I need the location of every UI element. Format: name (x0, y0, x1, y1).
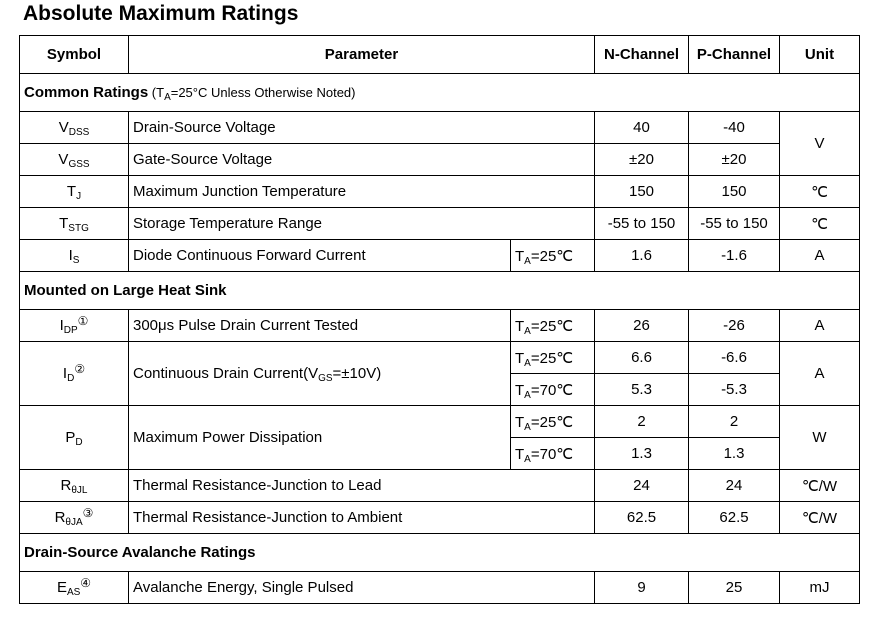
table-row (20, 144, 860, 176)
p-channel-value: -6.6 (689, 342, 780, 374)
table-row (20, 310, 860, 342)
table-row (20, 208, 860, 240)
unit-cell: ℃/W (780, 502, 860, 534)
symbol-cell: $R_{\theta JL}$ (20, 470, 129, 502)
condition-cell: $T_A=70℃$ (511, 438, 595, 470)
parameter-cell: Continuous Drain $Current(V_{GS}=\pm 10V)$ (129, 342, 511, 406)
unit-cell: ℃ (780, 208, 860, 240)
n-channel-value: 1.3 (595, 438, 689, 470)
p-channel-value: -26 (689, 310, 780, 342)
section-row-avalanche (20, 534, 860, 572)
parameter-cell: 300μs Pulse Drain Current Tested (129, 310, 511, 342)
p-channel-value: 150 (689, 176, 780, 208)
condition-cell: $T_A=25℃$ (511, 310, 595, 342)
table-row (20, 406, 860, 438)
table-row (20, 572, 860, 604)
symbol-cell: $V_{GSS}$ (20, 144, 129, 176)
p-channel-value: 24 (689, 470, 780, 502)
symbol-cell: $I_S$ (20, 240, 129, 272)
symbol-cell: $P_D$ (20, 406, 129, 470)
n-channel-value: 1.6 (595, 240, 689, 272)
n-channel-value: 2 (595, 406, 689, 438)
unit-cell: V (780, 112, 860, 176)
section-avalanche: Drain-Source Avalanche Ratings (20, 534, 860, 572)
n-channel-value: 9 (595, 572, 689, 604)
n-channel-value: 24 (595, 470, 689, 502)
section-label: Common Ratings (24, 84, 149, 101)
section-row-heatsink (20, 272, 860, 310)
p-channel-value: 1.3 (689, 438, 780, 470)
p-channel-value: -5.3 (689, 374, 780, 406)
p-channel-value: ±20 (689, 144, 780, 176)
p-channel-value: -40 (689, 112, 780, 144)
section-common (20, 74, 860, 112)
symbol-cell: $T_J$ (20, 176, 129, 208)
p-channel-value: 62.5 (689, 502, 780, 534)
n-channel-value: 40 (595, 112, 689, 144)
p-channel-value: -55 to 150 (689, 208, 780, 240)
unit-cell: ℃ (780, 176, 860, 208)
header-symbol: Symbol (20, 36, 129, 74)
n-channel-value: 62.5 (595, 502, 689, 534)
section-row-common (20, 74, 860, 112)
parameter-cell: Drain-Source Voltage (129, 112, 595, 144)
table-row (20, 470, 860, 502)
header-unit: Unit (780, 36, 860, 74)
header-parameter: Parameter (129, 36, 595, 74)
section-heatsink: Mounted on Large Heat Sink (20, 272, 860, 310)
n-channel-value: -55 to 150 (595, 208, 689, 240)
condition-cell: $T_A=70℃$ (511, 374, 595, 406)
parameter-cell: Diode Continuous Forward Current (129, 240, 511, 272)
symbol-cell: $V_{DSS}$ (20, 112, 129, 144)
parameter-cell: Maximum Junction Temperature (129, 176, 595, 208)
condition-cell: $T_A=25℃$ (511, 240, 595, 272)
parameter-cell: Thermal Resistance-Junction to Lead (129, 470, 595, 502)
header-p-channel: P-Channel (689, 36, 780, 74)
unit-cell: A (780, 240, 860, 272)
table-row (20, 176, 860, 208)
parameter-cell: Avalanche Energy, Single Pulsed (129, 572, 595, 604)
n-channel-value: ±20 (595, 144, 689, 176)
ratings-table (19, 35, 860, 604)
p-channel-value: 25 (689, 572, 780, 604)
p-channel-value: 2 (689, 406, 780, 438)
parameter-cell: Storage Temperature Range (129, 208, 595, 240)
unit-cell: W (780, 406, 860, 470)
page-title: Absolute Maximum Ratings (23, 2, 299, 25)
symbol-cell: $I_D^②$ (20, 342, 129, 406)
parameter-cell: Thermal Resistance-Junction to Ambient (129, 502, 595, 534)
p-channel-value: -1.6 (689, 240, 780, 272)
symbol-cell: $T_{STG}$ (20, 208, 129, 240)
parameter-cell: Maximum Power Dissipation (129, 406, 511, 470)
n-channel-value: 6.6 (595, 342, 689, 374)
table-row (20, 342, 860, 374)
symbol-cell: $E_{AS}^④$ (20, 572, 129, 604)
table-header-row (20, 36, 860, 74)
symbol-cell: $R_{\theta JA}^③$ (20, 502, 129, 534)
table-row (20, 112, 860, 144)
table-row (20, 502, 860, 534)
n-channel-value: 26 (595, 310, 689, 342)
n-channel-value: 150 (595, 176, 689, 208)
symbol-cell: $I_{DP}^①$ (20, 310, 129, 342)
condition-cell: $T_A=25℃$ (511, 406, 595, 438)
parameter-cell: Gate-Source Voltage (129, 144, 595, 176)
table-row (20, 240, 860, 272)
unit-cell: mJ (780, 572, 860, 604)
condition-cell: $T_A=25℃$ (511, 342, 595, 374)
unit-cell: A (780, 342, 860, 406)
n-channel-value: 5.3 (595, 374, 689, 406)
unit-cell: A (780, 310, 860, 342)
unit-cell: ℃/W (780, 470, 860, 502)
header-n-channel: N-Channel (595, 36, 689, 74)
section-note: ($T_A=25^\circ C$ Unless Otherwise Noted) (148, 85, 356, 103)
